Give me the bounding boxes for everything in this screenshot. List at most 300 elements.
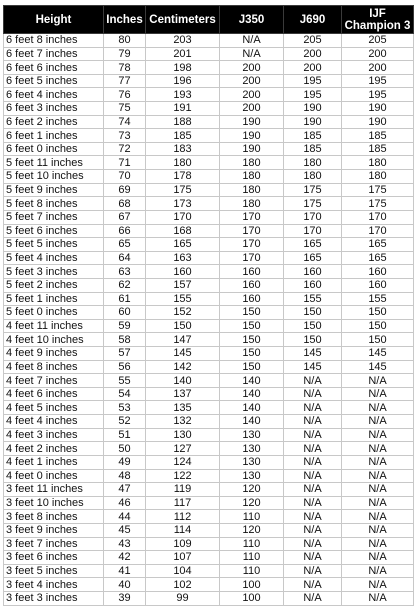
size-chart-table — [3, 5, 414, 606]
inches-cell: 60 — [104, 306, 146, 320]
height-cell: 5 feet 7 inches — [4, 210, 104, 224]
table-row — [4, 265, 414, 279]
height-cell: 6 feet 3 inches — [4, 102, 104, 116]
table-row — [4, 469, 414, 483]
centimeters-cell: 160 — [146, 265, 220, 279]
table-row — [4, 510, 414, 524]
centimeters-cell: 152 — [146, 306, 220, 320]
ijf-champion-3-cell: 180 — [342, 156, 414, 170]
height-cell: 3 feet 3 inches — [4, 591, 104, 605]
height-cell: 5 feet 3 inches — [4, 265, 104, 279]
centimeters-cell: 150 — [146, 319, 220, 333]
j350-cell: 140 — [220, 401, 284, 415]
j350-cell: 150 — [220, 319, 284, 333]
ijf-champion-3-cell: 185 — [342, 142, 414, 156]
ijf-champion-3-cell: 195 — [342, 74, 414, 88]
ijf-champion-3-cell: N/A — [342, 537, 414, 551]
height-cell: 3 feet 10 inches — [4, 496, 104, 510]
header-inches: Inches — [104, 6, 146, 34]
j350-cell: 170 — [220, 251, 284, 265]
ijf-champion-3-cell: N/A — [342, 374, 414, 388]
inches-cell: 51 — [104, 428, 146, 442]
inches-cell: 65 — [104, 238, 146, 252]
height-cell: 5 feet 6 inches — [4, 224, 104, 238]
j690-cell: N/A — [284, 428, 342, 442]
table-row — [4, 374, 414, 388]
centimeters-cell: 135 — [146, 401, 220, 415]
j350-cell: 140 — [220, 374, 284, 388]
height-cell: 4 feet 8 inches — [4, 360, 104, 374]
centimeters-cell: 114 — [146, 523, 220, 537]
table-row — [4, 210, 414, 224]
inches-cell: 72 — [104, 142, 146, 156]
inches-cell: 59 — [104, 319, 146, 333]
table-row — [4, 47, 414, 61]
j690-cell: 150 — [284, 306, 342, 320]
j350-cell: 190 — [220, 115, 284, 129]
height-cell: 4 feet 9 inches — [4, 347, 104, 361]
height-cell: 3 feet 7 inches — [4, 537, 104, 551]
table-row — [4, 428, 414, 442]
height-cell: 4 feet 7 inches — [4, 374, 104, 388]
j690-cell: N/A — [284, 387, 342, 401]
height-cell: 6 feet 7 inches — [4, 47, 104, 61]
j350-cell: 160 — [220, 265, 284, 279]
height-cell: 6 feet 0 inches — [4, 142, 104, 156]
inches-cell: 50 — [104, 442, 146, 456]
centimeters-cell: 168 — [146, 224, 220, 238]
j350-cell: 180 — [220, 183, 284, 197]
centimeters-cell: 203 — [146, 34, 220, 48]
centimeters-cell: 130 — [146, 428, 220, 442]
centimeters-cell: 104 — [146, 564, 220, 578]
j350-cell: 150 — [220, 333, 284, 347]
j350-cell: 200 — [220, 74, 284, 88]
j690-cell: 190 — [284, 115, 342, 129]
ijf-champion-3-cell: N/A — [342, 415, 414, 429]
centimeters-cell: 132 — [146, 415, 220, 429]
ijf-champion-3-cell: N/A — [342, 469, 414, 483]
ijf-champion-3-cell: 170 — [342, 224, 414, 238]
j350-cell: 130 — [220, 442, 284, 456]
j690-cell: N/A — [284, 496, 342, 510]
j350-cell: 190 — [220, 142, 284, 156]
table-row — [4, 333, 414, 347]
j690-cell: 200 — [284, 61, 342, 75]
height-cell: 5 feet 5 inches — [4, 238, 104, 252]
inches-cell: 39 — [104, 591, 146, 605]
j350-cell: 140 — [220, 387, 284, 401]
height-cell: 5 feet 0 inches — [4, 306, 104, 320]
inches-cell: 55 — [104, 374, 146, 388]
j350-cell: 160 — [220, 278, 284, 292]
table-row — [4, 360, 414, 374]
j350-cell: 150 — [220, 347, 284, 361]
table-row — [4, 496, 414, 510]
j690-cell: 180 — [284, 156, 342, 170]
j690-cell: 150 — [284, 319, 342, 333]
centimeters-cell: 107 — [146, 551, 220, 565]
table-row — [4, 537, 414, 551]
centimeters-cell: 122 — [146, 469, 220, 483]
ijf-champion-3-cell: 150 — [342, 306, 414, 320]
ijf-champion-3-cell: 205 — [342, 34, 414, 48]
j350-cell: 180 — [220, 156, 284, 170]
height-cell: 4 feet 11 inches — [4, 319, 104, 333]
j350-cell: 170 — [220, 238, 284, 252]
ijf-champion-3-cell: N/A — [342, 551, 414, 565]
table-body — [4, 34, 414, 606]
centimeters-cell: 163 — [146, 251, 220, 265]
inches-cell: 69 — [104, 183, 146, 197]
table-row — [4, 88, 414, 102]
table-row — [4, 61, 414, 75]
centimeters-cell: 147 — [146, 333, 220, 347]
inches-cell: 80 — [104, 34, 146, 48]
centimeters-cell: 142 — [146, 360, 220, 374]
table-row — [4, 156, 414, 170]
ijf-champion-3-cell: 190 — [342, 102, 414, 116]
inches-cell: 46 — [104, 496, 146, 510]
ijf-champion-3-cell: N/A — [342, 455, 414, 469]
j350-cell: 120 — [220, 483, 284, 497]
height-cell: 5 feet 9 inches — [4, 183, 104, 197]
ijf-champion-3-cell: 175 — [342, 183, 414, 197]
inches-cell: 63 — [104, 265, 146, 279]
centimeters-cell: 145 — [146, 347, 220, 361]
inches-cell: 73 — [104, 129, 146, 143]
ijf-champion-3-cell: N/A — [342, 442, 414, 456]
inches-cell: 79 — [104, 47, 146, 61]
ijf-champion-3-cell: N/A — [342, 387, 414, 401]
centimeters-cell: 173 — [146, 197, 220, 211]
height-cell: 6 feet 1 inches — [4, 129, 104, 143]
table-row — [4, 347, 414, 361]
j690-cell: 175 — [284, 183, 342, 197]
inches-cell: 48 — [104, 469, 146, 483]
table-row — [4, 238, 414, 252]
table-row — [4, 170, 414, 184]
table-row — [4, 455, 414, 469]
centimeters-cell: 99 — [146, 591, 220, 605]
j350-cell: 130 — [220, 455, 284, 469]
height-cell: 4 feet 4 inches — [4, 415, 104, 429]
j690-cell: 205 — [284, 34, 342, 48]
table-row — [4, 34, 414, 48]
ijf-champion-3-cell: 150 — [342, 333, 414, 347]
table-row — [4, 292, 414, 306]
inches-cell: 49 — [104, 455, 146, 469]
j350-cell: 160 — [220, 292, 284, 306]
j690-cell: 145 — [284, 360, 342, 374]
height-cell: 4 feet 2 inches — [4, 442, 104, 456]
height-cell: 5 feet 11 inches — [4, 156, 104, 170]
height-cell: 6 feet 8 inches — [4, 34, 104, 48]
j690-cell: 195 — [284, 74, 342, 88]
table-row — [4, 197, 414, 211]
inches-cell: 45 — [104, 523, 146, 537]
inches-cell: 44 — [104, 510, 146, 524]
j350-cell: 140 — [220, 415, 284, 429]
centimeters-cell: 127 — [146, 442, 220, 456]
j690-cell: 145 — [284, 347, 342, 361]
inches-cell: 56 — [104, 360, 146, 374]
height-cell: 5 feet 8 inches — [4, 197, 104, 211]
j350-cell: 110 — [220, 510, 284, 524]
table-row — [4, 183, 414, 197]
height-cell: 6 feet 5 inches — [4, 74, 104, 88]
inches-cell: 77 — [104, 74, 146, 88]
inches-cell: 78 — [104, 61, 146, 75]
table-row — [4, 387, 414, 401]
centimeters-cell: 201 — [146, 47, 220, 61]
j690-cell: N/A — [284, 374, 342, 388]
inches-cell: 42 — [104, 551, 146, 565]
j690-cell: 170 — [284, 210, 342, 224]
ijf-champion-3-cell: 185 — [342, 129, 414, 143]
j690-cell: N/A — [284, 401, 342, 415]
height-cell: 4 feet 3 inches — [4, 428, 104, 442]
j690-cell: 180 — [284, 170, 342, 184]
j350-cell: 150 — [220, 306, 284, 320]
header-ijf-champion-3 — [342, 6, 414, 34]
j690-cell: N/A — [284, 442, 342, 456]
ijf-champion-3-cell: 170 — [342, 210, 414, 224]
ijf-champion-3-cell: N/A — [342, 428, 414, 442]
height-cell: 4 feet 0 inches — [4, 469, 104, 483]
table-row — [4, 551, 414, 565]
header-j690: J690 — [284, 6, 342, 34]
j690-cell: N/A — [284, 564, 342, 578]
ijf-champion-3-cell: N/A — [342, 591, 414, 605]
ijf-champion-3-cell: 180 — [342, 170, 414, 184]
inches-cell: 74 — [104, 115, 146, 129]
inches-cell: 62 — [104, 278, 146, 292]
table-row — [4, 74, 414, 88]
centimeters-cell: 112 — [146, 510, 220, 524]
j690-cell: N/A — [284, 415, 342, 429]
j690-cell: 165 — [284, 238, 342, 252]
j690-cell: 185 — [284, 142, 342, 156]
inches-cell: 57 — [104, 347, 146, 361]
table-row — [4, 251, 414, 265]
height-cell: 4 feet 10 inches — [4, 333, 104, 347]
j690-cell: 165 — [284, 251, 342, 265]
inches-cell: 76 — [104, 88, 146, 102]
j350-cell: 130 — [220, 428, 284, 442]
centimeters-cell: 185 — [146, 129, 220, 143]
inches-cell: 67 — [104, 210, 146, 224]
table-row — [4, 224, 414, 238]
centimeters-cell: 165 — [146, 238, 220, 252]
j350-cell: 170 — [220, 224, 284, 238]
size-chart-sheet — [3, 5, 413, 606]
j690-cell: 200 — [284, 47, 342, 61]
j690-cell: N/A — [284, 551, 342, 565]
j690-cell: N/A — [284, 455, 342, 469]
height-cell: 3 feet 8 inches — [4, 510, 104, 524]
inches-cell: 70 — [104, 170, 146, 184]
j350-cell: 100 — [220, 591, 284, 605]
ijf-champion-3-cell: 175 — [342, 197, 414, 211]
inches-cell: 43 — [104, 537, 146, 551]
j690-cell: 185 — [284, 129, 342, 143]
ijf-champion-3-cell: N/A — [342, 401, 414, 415]
table-row — [4, 415, 414, 429]
table-row — [4, 591, 414, 605]
j690-cell: 160 — [284, 278, 342, 292]
centimeters-cell: 183 — [146, 142, 220, 156]
ijf-champion-3-cell: 155 — [342, 292, 414, 306]
j350-cell: 170 — [220, 210, 284, 224]
j690-cell: 170 — [284, 224, 342, 238]
table-row — [4, 278, 414, 292]
j690-cell: 150 — [284, 333, 342, 347]
ijf-champion-3-cell: N/A — [342, 510, 414, 524]
height-cell: 3 feet 6 inches — [4, 551, 104, 565]
height-cell: 3 feet 11 inches — [4, 483, 104, 497]
j690-cell: N/A — [284, 510, 342, 524]
ijf-champion-3-cell: N/A — [342, 564, 414, 578]
j690-cell: 155 — [284, 292, 342, 306]
ijf-champion-3-cell: 200 — [342, 61, 414, 75]
inches-cell: 64 — [104, 251, 146, 265]
table-row — [4, 578, 414, 592]
inches-cell: 54 — [104, 387, 146, 401]
j350-cell: 120 — [220, 496, 284, 510]
height-cell: 6 feet 6 inches — [4, 61, 104, 75]
header-j350: J350 — [220, 6, 284, 34]
header-ijf-line-2: Champion 3 — [344, 19, 411, 32]
ijf-champion-3-cell: 145 — [342, 347, 414, 361]
table-row — [4, 401, 414, 415]
height-cell: 5 feet 1 inches — [4, 292, 104, 306]
table-row — [4, 523, 414, 537]
inches-cell: 68 — [104, 197, 146, 211]
inches-cell: 53 — [104, 401, 146, 415]
centimeters-cell: 198 — [146, 61, 220, 75]
ijf-champion-3-cell: N/A — [342, 496, 414, 510]
j690-cell: N/A — [284, 483, 342, 497]
ijf-champion-3-cell: 200 — [342, 47, 414, 61]
j690-cell: N/A — [284, 469, 342, 483]
ijf-champion-3-cell: 165 — [342, 238, 414, 252]
j350-cell: 150 — [220, 360, 284, 374]
inches-cell: 41 — [104, 564, 146, 578]
height-cell: 4 feet 5 inches — [4, 401, 104, 415]
table-row — [4, 115, 414, 129]
centimeters-cell: 117 — [146, 496, 220, 510]
j350-cell: N/A — [220, 47, 284, 61]
header-height: Height — [4, 6, 104, 34]
table-row — [4, 129, 414, 143]
height-cell: 5 feet 10 inches — [4, 170, 104, 184]
centimeters-cell: 178 — [146, 170, 220, 184]
ijf-champion-3-cell: N/A — [342, 523, 414, 537]
centimeters-cell: 193 — [146, 88, 220, 102]
header-ijf-line-1: IJF — [369, 7, 386, 20]
j690-cell: 160 — [284, 265, 342, 279]
j350-cell: 110 — [220, 551, 284, 565]
j350-cell: N/A — [220, 34, 284, 48]
j350-cell: 200 — [220, 88, 284, 102]
centimeters-cell: 157 — [146, 278, 220, 292]
centimeters-cell: 109 — [146, 537, 220, 551]
inches-cell: 71 — [104, 156, 146, 170]
centimeters-cell: 180 — [146, 156, 220, 170]
j350-cell: 120 — [220, 523, 284, 537]
height-cell: 3 feet 9 inches — [4, 523, 104, 537]
inches-cell: 47 — [104, 483, 146, 497]
ijf-champion-3-cell: 160 — [342, 265, 414, 279]
j350-cell: 180 — [220, 197, 284, 211]
ijf-champion-3-cell: N/A — [342, 578, 414, 592]
centimeters-cell: 196 — [146, 74, 220, 88]
j690-cell: N/A — [284, 537, 342, 551]
height-cell: 5 feet 2 inches — [4, 278, 104, 292]
j690-cell: 195 — [284, 88, 342, 102]
ijf-champion-3-cell: N/A — [342, 483, 414, 497]
j350-cell: 190 — [220, 129, 284, 143]
centimeters-cell: 191 — [146, 102, 220, 116]
centimeters-cell: 102 — [146, 578, 220, 592]
centimeters-cell: 140 — [146, 374, 220, 388]
ijf-champion-3-cell: 195 — [342, 88, 414, 102]
centimeters-cell: 137 — [146, 387, 220, 401]
table-row — [4, 442, 414, 456]
inches-cell: 58 — [104, 333, 146, 347]
table-row — [4, 102, 414, 116]
j690-cell: N/A — [284, 523, 342, 537]
centimeters-cell: 119 — [146, 483, 220, 497]
height-cell: 4 feet 1 inches — [4, 455, 104, 469]
centimeters-cell: 175 — [146, 183, 220, 197]
height-cell: 3 feet 5 inches — [4, 564, 104, 578]
height-cell: 6 feet 4 inches — [4, 88, 104, 102]
j690-cell: N/A — [284, 578, 342, 592]
centimeters-cell: 124 — [146, 455, 220, 469]
j350-cell: 110 — [220, 537, 284, 551]
j350-cell: 100 — [220, 578, 284, 592]
header-row — [4, 6, 414, 34]
j690-cell: 175 — [284, 197, 342, 211]
height-cell: 3 feet 4 inches — [4, 578, 104, 592]
inches-cell: 75 — [104, 102, 146, 116]
j350-cell: 180 — [220, 170, 284, 184]
height-cell: 4 feet 6 inches — [4, 387, 104, 401]
j690-cell: 190 — [284, 102, 342, 116]
inches-cell: 52 — [104, 415, 146, 429]
inches-cell: 61 — [104, 292, 146, 306]
centimeters-cell: 188 — [146, 115, 220, 129]
ijf-champion-3-cell: 145 — [342, 360, 414, 374]
j350-cell: 110 — [220, 564, 284, 578]
centimeters-cell: 170 — [146, 210, 220, 224]
table-row — [4, 319, 414, 333]
ijf-champion-3-cell: 160 — [342, 278, 414, 292]
ijf-champion-3-cell: 165 — [342, 251, 414, 265]
header-centimeters: Centimeters — [146, 6, 220, 34]
table-row — [4, 564, 414, 578]
table-row — [4, 306, 414, 320]
j350-cell: 200 — [220, 102, 284, 116]
j690-cell: N/A — [284, 591, 342, 605]
centimeters-cell: 155 — [146, 292, 220, 306]
height-cell: 5 feet 4 inches — [4, 251, 104, 265]
height-cell: 6 feet 2 inches — [4, 115, 104, 129]
table-row — [4, 483, 414, 497]
ijf-champion-3-cell: 150 — [342, 319, 414, 333]
